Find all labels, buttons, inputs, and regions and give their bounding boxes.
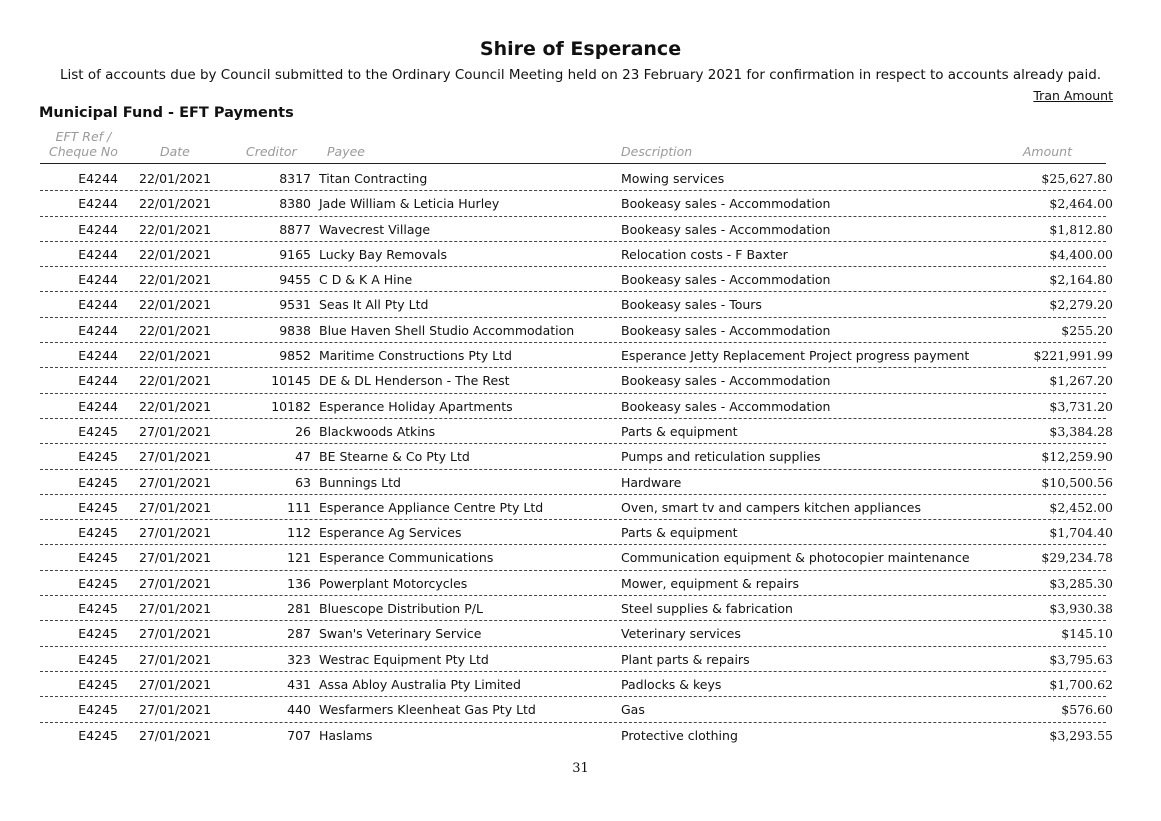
table-row	[0, 571, 1161, 596]
cell-creditor: 26	[295, 423, 311, 439]
cell-date: 22/01/2021	[139, 272, 212, 288]
cell-date: 22/01/2021	[139, 398, 212, 414]
cell-amount: $255.20	[1061, 322, 1113, 338]
cell-payee: DE & DL Henderson - The Rest	[319, 373, 510, 389]
cell-creditor: 8380	[279, 196, 311, 212]
header-divider	[40, 163, 1106, 164]
cell-amount: $12,259.90	[1041, 449, 1113, 465]
column-header-ref	[49, 129, 118, 159]
cell-amount: $2,164.80	[1049, 272, 1113, 288]
cell-description: Bookeasy sales - Accommodation	[621, 196, 831, 212]
cell-payee: Blue Haven Shell Studio Accommodation	[319, 322, 575, 338]
cell-creditor: 431	[287, 676, 311, 692]
cell-payee: Titan Contracting	[319, 171, 428, 186]
cell-creditor: 323	[287, 651, 311, 667]
cell-payee: Esperance Communications	[319, 550, 494, 566]
cell-ref: E4244	[78, 196, 118, 212]
cell-payee: BE Stearne & Co Pty Ltd	[319, 449, 470, 465]
cell-description: Bookeasy sales - Accommodation	[621, 221, 831, 237]
cell-ref: E4244	[78, 373, 118, 389]
cell-description: Mower, equipment & repairs	[621, 575, 800, 591]
cell-date: 22/01/2021	[139, 171, 212, 186]
cell-ref: E4245	[78, 575, 118, 591]
column-header-ref-line2: Cheque No	[49, 144, 118, 159]
cell-payee: Haslams	[319, 727, 373, 743]
cell-ref: E4244	[78, 398, 118, 414]
cell-amount: $2,464.00	[1049, 196, 1113, 212]
cell-date: 27/01/2021	[139, 676, 212, 692]
cell-amount: $3,293.55	[1049, 727, 1113, 743]
cell-payee: Esperance Appliance Centre Pty Ltd	[319, 499, 544, 515]
cell-description: Bookeasy sales - Accommodation	[621, 322, 831, 338]
cell-payee: Seas It All Pty Ltd	[319, 297, 429, 313]
cell-date: 27/01/2021	[139, 499, 212, 515]
cell-payee: Westrac Equipment Pty Ltd	[319, 651, 489, 667]
cell-amount: $3,384.28	[1049, 423, 1113, 439]
cell-ref: E4245	[78, 626, 118, 642]
cell-date: 22/01/2021	[139, 297, 212, 313]
cell-ref: E4244	[78, 348, 118, 364]
cell-creditor: 9531	[279, 297, 311, 313]
table-row	[0, 596, 1161, 621]
cell-ref: E4245	[78, 727, 118, 743]
payments-table	[0, 166, 1161, 748]
cell-ref: E4244	[78, 272, 118, 288]
cell-date: 27/01/2021	[139, 575, 212, 591]
cell-description: Parts & equipment	[621, 423, 738, 439]
page-title: Shire of Esperance	[479, 38, 682, 60]
cell-description: Esperance Jetty Replacement Project progress payment	[621, 348, 970, 364]
cell-ref: E4244	[78, 246, 118, 262]
cell-amount: $1,267.20	[1049, 373, 1113, 389]
cell-creditor: 9852	[279, 348, 311, 364]
cell-date: 22/01/2021	[139, 373, 212, 389]
cell-description: Parts & equipment	[621, 525, 738, 541]
cell-date: 27/01/2021	[139, 449, 212, 465]
cell-amount: $4,400.00	[1049, 246, 1113, 262]
cell-date: 27/01/2021	[139, 550, 212, 566]
cell-description: Oven, smart tv and campers kitchen appliances	[621, 499, 922, 515]
cell-amount: $221,991.99	[1033, 348, 1113, 364]
cell-creditor: 9165	[279, 246, 311, 262]
cell-payee: Assa Abloy Australia Pty Limited	[319, 676, 521, 692]
cell-payee: Bunnings Ltd	[319, 474, 401, 490]
table-row	[0, 520, 1161, 545]
cell-creditor: 10182	[271, 398, 311, 414]
cell-payee: Powerplant Motorcycles	[319, 575, 468, 591]
cell-ref: E4245	[78, 499, 118, 515]
table-row	[0, 343, 1161, 368]
cell-payee: C D & K A Hine	[319, 272, 413, 288]
cell-payee: Maritime Constructions Pty Ltd	[319, 348, 512, 364]
cell-date: 22/01/2021	[139, 196, 212, 212]
cell-date: 22/01/2021	[139, 246, 212, 262]
cell-description: Bookeasy sales - Accommodation	[621, 272, 831, 288]
cell-date: 27/01/2021	[139, 626, 212, 642]
cell-payee: Blackwoods Atkins	[319, 423, 436, 439]
cell-ref: E4245	[78, 474, 118, 490]
cell-amount: $1,812.80	[1049, 221, 1113, 237]
cell-amount: $10,500.56	[1041, 474, 1113, 490]
cell-creditor: 8877	[279, 221, 311, 237]
cell-amount: $25,627.80	[1041, 171, 1113, 186]
column-header-amount: Amount	[1022, 144, 1072, 159]
cell-ref: E4245	[78, 601, 118, 617]
column-header-creditor: Creditor	[246, 144, 297, 159]
table-row	[0, 672, 1161, 697]
cell-ref: E4245	[78, 550, 118, 566]
cell-description: Steel supplies & fabrication	[621, 601, 793, 617]
cell-amount: $2,452.00	[1049, 499, 1113, 515]
cell-creditor: 8317	[279, 171, 311, 186]
cell-creditor: 112	[287, 525, 311, 541]
cell-description: Hardware	[621, 474, 682, 490]
cell-creditor: 9455	[279, 272, 311, 288]
cell-payee: Esperance Holiday Apartments	[319, 398, 513, 414]
table-row	[0, 368, 1161, 393]
cell-date: 27/01/2021	[139, 474, 212, 490]
cell-date: 27/01/2021	[139, 702, 212, 718]
cell-amount: $2,279.20	[1049, 297, 1113, 313]
cell-date: 27/01/2021	[139, 525, 212, 541]
cell-description: Relocation costs - F Baxter	[621, 246, 788, 262]
cell-date: 22/01/2021	[139, 348, 212, 364]
table-row	[0, 470, 1161, 495]
table-row	[0, 621, 1161, 646]
cell-ref: E4244	[78, 171, 118, 186]
cell-amount: $3,795.63	[1049, 651, 1113, 667]
cell-date: 22/01/2021	[139, 221, 212, 237]
cell-creditor: 9838	[279, 322, 311, 338]
cell-description: Pumps and reticulation supplies	[621, 449, 821, 465]
table-row	[0, 318, 1161, 343]
column-header-payee: Payee	[327, 144, 365, 159]
table-row	[0, 723, 1161, 748]
cell-description: Communication equipment & photocopier maintenance	[621, 550, 970, 566]
table-row	[0, 697, 1161, 722]
cell-ref: E4244	[78, 221, 118, 237]
cell-payee: Esperance Ag Services	[319, 525, 462, 541]
column-header-ref-line1: EFT Ref /	[55, 129, 112, 144]
cell-description: Plant parts & repairs	[621, 651, 750, 667]
table-row	[0, 545, 1161, 570]
table-row	[0, 647, 1161, 672]
cell-amount: $1,704.40	[1049, 525, 1113, 541]
cell-description: Bookeasy sales - Accommodation	[621, 373, 831, 389]
cell-payee: Lucky Bay Removals	[319, 246, 447, 262]
table-row	[0, 242, 1161, 267]
cell-amount: $3,930.38	[1049, 601, 1113, 617]
cell-creditor: 10145	[271, 373, 311, 389]
table-row	[0, 267, 1161, 292]
cell-date: 22/01/2021	[139, 322, 212, 338]
cell-description: Bookeasy sales - Tours	[621, 297, 762, 313]
column-header-description: Description	[621, 144, 693, 159]
cell-ref: E4245	[78, 423, 118, 439]
cell-ref: E4245	[78, 449, 118, 465]
cell-ref: E4244	[78, 297, 118, 313]
cell-payee: Bluescope Distribution P/L	[319, 601, 483, 617]
table-row	[0, 444, 1161, 469]
cell-date: 27/01/2021	[139, 727, 212, 743]
table-row	[0, 292, 1161, 317]
cell-ref: E4244	[78, 322, 118, 338]
table-row	[0, 191, 1161, 216]
cell-description: Mowing services	[621, 171, 725, 186]
cell-amount: $3,285.30	[1049, 575, 1113, 591]
cell-ref: E4245	[78, 525, 118, 541]
cell-payee: Swan's Veterinary Service	[319, 626, 482, 642]
cell-amount: $1,700.62	[1049, 676, 1113, 692]
table-row	[0, 495, 1161, 520]
cell-creditor: 136	[287, 575, 311, 591]
section-heading: Municipal Fund - EFT Payments	[39, 105, 294, 121]
tran-amount-label: Tran Amount	[1033, 88, 1113, 103]
cell-payee: Jade William & Leticia Hurley	[319, 196, 500, 212]
cell-date: 27/01/2021	[139, 651, 212, 667]
cell-payee: Wavecrest Village	[319, 221, 431, 237]
cell-amount: $145.10	[1061, 626, 1113, 642]
cell-payee: Wesfarmers Kleenheat Gas Pty Ltd	[319, 702, 536, 718]
cell-ref: E4245	[78, 702, 118, 718]
cell-creditor: 440	[287, 702, 311, 718]
cell-description: Bookeasy sales - Accommodation	[621, 398, 831, 414]
table-row	[0, 419, 1161, 444]
cell-creditor: 63	[295, 474, 311, 490]
cell-creditor: 707	[287, 727, 311, 743]
table-row	[0, 166, 1161, 191]
cell-creditor: 281	[287, 601, 311, 617]
cell-creditor: 121	[287, 550, 311, 566]
cell-ref: E4245	[78, 676, 118, 692]
cell-description: Protective clothing	[621, 727, 738, 743]
page-number: 31	[572, 761, 589, 776]
page-subtitle: List of accounts due by Council submitted to the Ordinary Council Meeting held on 23 February 2021 for confirmation in respect to accounts already paid.	[59, 67, 1102, 83]
cell-date: 27/01/2021	[139, 423, 212, 439]
cell-creditor: 47	[295, 449, 311, 465]
cell-ref: E4245	[78, 651, 118, 667]
cell-amount: $576.60	[1061, 702, 1113, 718]
cell-creditor: 287	[287, 626, 311, 642]
cell-amount: $29,234.78	[1041, 550, 1113, 566]
column-header-date: Date	[160, 144, 190, 159]
table-row	[0, 217, 1161, 242]
table-row	[0, 394, 1161, 419]
cell-description: Veterinary services	[621, 626, 741, 642]
cell-amount: $3,731.20	[1049, 398, 1113, 414]
cell-description: Padlocks & keys	[621, 676, 722, 692]
cell-date: 27/01/2021	[139, 601, 212, 617]
cell-creditor: 111	[287, 499, 311, 515]
cell-description: Gas	[621, 702, 645, 718]
